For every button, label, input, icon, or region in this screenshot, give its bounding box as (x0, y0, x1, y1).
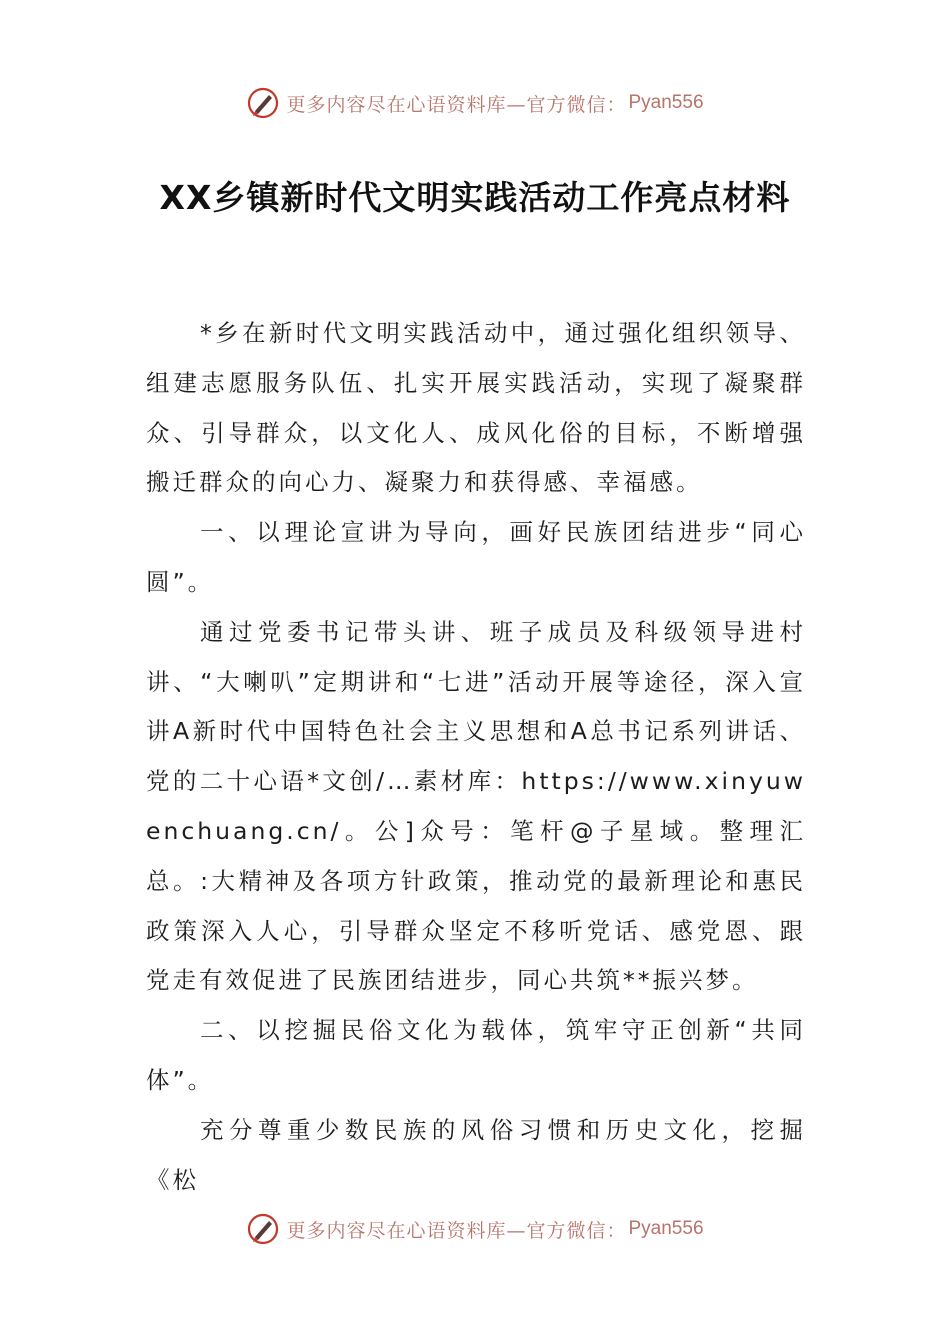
paragraph-intro: *乡在新时代文明实践活动中，通过强化组织领导、组建志愿服务队伍、扎实开展实践活动，实现了凝聚群众、引导群众，以文化人、成风化俗的目标，不断增强搬迁群众的向心力、凝聚力和获得感、幸福感。 (146, 319, 806, 497)
document-title: XX乡镇新时代文明实践活动工作亮点材料 (159, 178, 791, 217)
header-banner-text: 更多内容尽在心语资料库—官方微信： (286, 93, 627, 116)
heading-section-1: 一、以理论宣讲为导向，画好民族团结进步“同心圆”。 (146, 518, 806, 596)
header-watermark-banner (0, 78, 950, 128)
footer-banner-text: 更多内容尽在心语资料库—官方微信： (286, 1219, 627, 1242)
footer-watermark-banner (0, 1204, 950, 1254)
pen-logo-icon (246, 1212, 280, 1246)
paragraph-section-2: 充分尊重少数民族的风俗习惯和历史文化，挖掘《松 (146, 1115, 806, 1194)
pen-logo-icon (246, 86, 280, 120)
footer-banner-handle: Pyan556 (628, 1218, 704, 1239)
document-body (146, 309, 806, 1205)
paragraph-section-1: 通过党委书记带头讲、班子成员及科级领导进村讲、“大喇叭”定期讲和“七进”活动开展等途径，深入宣讲A新时代中国特色社会主义思想和A总书记系列讲话、党的二十心语*文创/…素材库：https://www.xinyuwenchuang.cn/。公]众号：笔杆@子星域。整理汇总。:大精神及各项方针政策，推动党的最新理论和惠民政策深入人心，引导群众坚定不移听党话、感党恩、跟党走有效促进了民族团结进步，同心共筑**振兴梦。 (146, 617, 806, 995)
header-banner-handle: Pyan556 (628, 92, 704, 113)
heading-section-2: 二、以挖掘民俗文化为载体，筑牢守正创新“共同体”。 (146, 1016, 806, 1094)
